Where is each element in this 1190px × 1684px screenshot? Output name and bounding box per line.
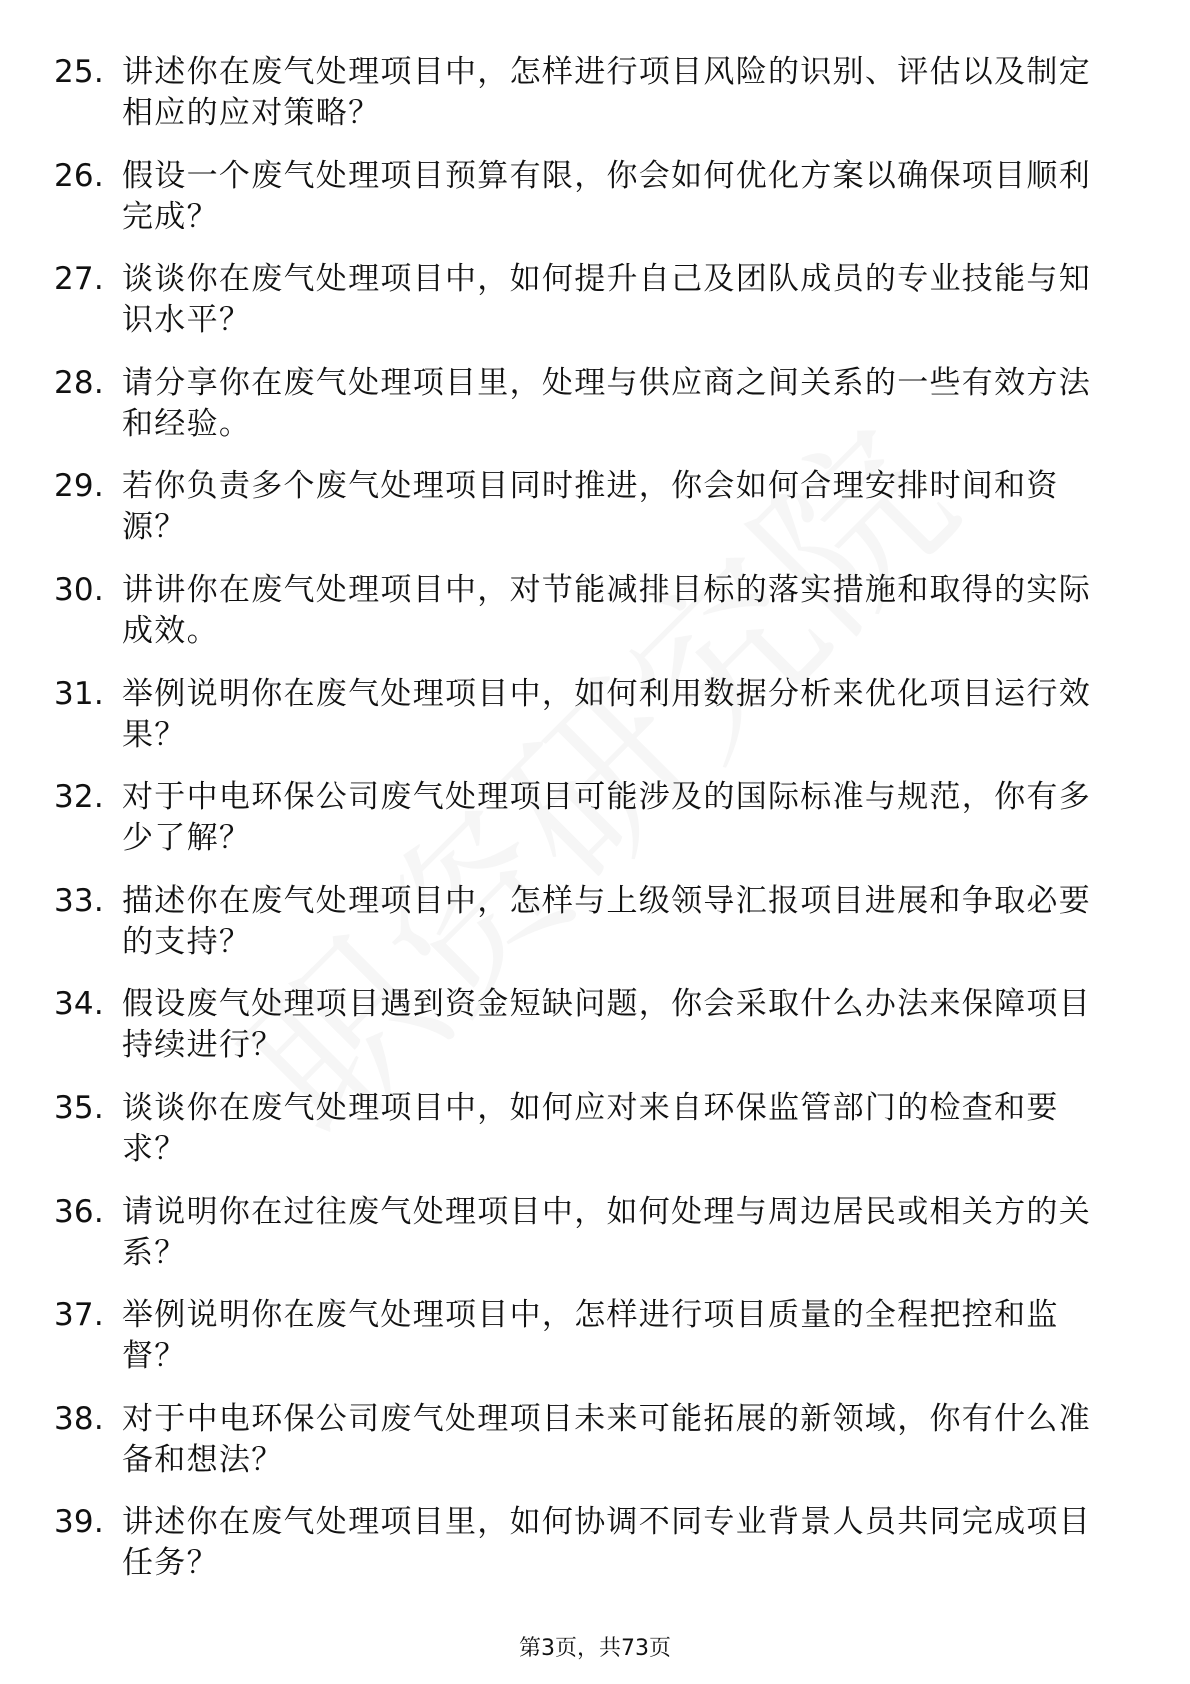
question-number: 26. [54,157,104,194]
list-item [54,363,1134,467]
question-text: 假设废气处理项目遇到资金短缺问题，你会采取什么办法来保障项目持续进行？ [122,986,1091,1064]
question-text: 谈谈你在废气处理项目中，如何提升自己及团队成员的专业技能与知识水平？ [122,261,1091,339]
list-item [54,52,1134,156]
question-text: 讲述你在废气处理项目中，怎样进行项目风险的识别、评估以及制定相应的应对策略？ [122,54,1091,131]
question-text: 描述你在废气处理项目中，怎样与上级领导汇报项目进展和争取必要的支持？ [122,882,1091,960]
question-number: 34. [54,986,104,1023]
page-number: 第3页，共73页 [519,1636,671,1661]
question-text: 若你负责多个废气处理项目同时推进，你会如何合理安排时间和资源？ [122,468,1059,546]
question-number: 31. [54,675,104,712]
question-text: 请分享你在废气处理项目里，处理与供应商之间关系的一些有效方法和经验。 [122,364,1091,442]
list-item [54,1295,1134,1399]
question-text: 举例说明你在废气处理项目中，怎样进行项目质量的全程把控和监督？ [122,1297,1059,1375]
question-number: 33. [54,882,104,919]
question-number: 30. [54,571,104,608]
question-number: 25. [54,54,104,90]
question-text: 讲述你在废气处理项目里，如何协调不同专业背景人员共同完成项目任务？ [122,1504,1091,1582]
question-text: 举例说明你在废气处理项目中，如何利用数据分析来优化项目运行效果？ [122,675,1091,753]
question-list [54,52,1134,1606]
list-item [54,674,1134,778]
list-item [54,777,1134,881]
question-number: 32. [54,779,104,816]
list-item [54,156,1134,260]
list-item [54,1502,1134,1606]
question-text: 对于中电环保公司废气处理项目可能涉及的国际标准与规范，你有多少了解？ [122,779,1091,857]
question-number: 28. [54,364,104,401]
list-item [54,570,1134,674]
list-item [54,1399,1134,1503]
question-number: 27. [54,261,104,298]
list-item [54,881,1134,985]
list-item [54,466,1134,570]
question-number: 36. [54,1193,104,1230]
question-text: 假设一个废气处理项目预算有限，你会如何优化方案以确保项目顺利完成？ [122,157,1091,235]
list-item [54,259,1134,363]
question-text: 讲讲你在废气处理项目中，对节能减排目标的落实措施和取得的实际成效。 [122,571,1091,649]
question-number: 29. [54,468,104,505]
question-number: 39. [54,1504,104,1541]
question-number: 38. [54,1400,104,1437]
question-text: 请说明你在过往废气处理项目中，如何处理与周边居民或相关方的关系？ [122,1193,1091,1271]
question-number: 37. [54,1297,104,1334]
list-item [54,984,1134,1088]
list-item [54,1088,1134,1192]
question-text: 谈谈你在废气处理项目中，如何应对来自环保监管部门的检查和要求？ [122,1089,1059,1167]
list-item [54,1192,1134,1296]
question-text: 对于中电环保公司废气处理项目未来可能拓展的新领域，你有什么准备和想法？ [122,1400,1091,1478]
question-number: 35. [54,1089,104,1126]
